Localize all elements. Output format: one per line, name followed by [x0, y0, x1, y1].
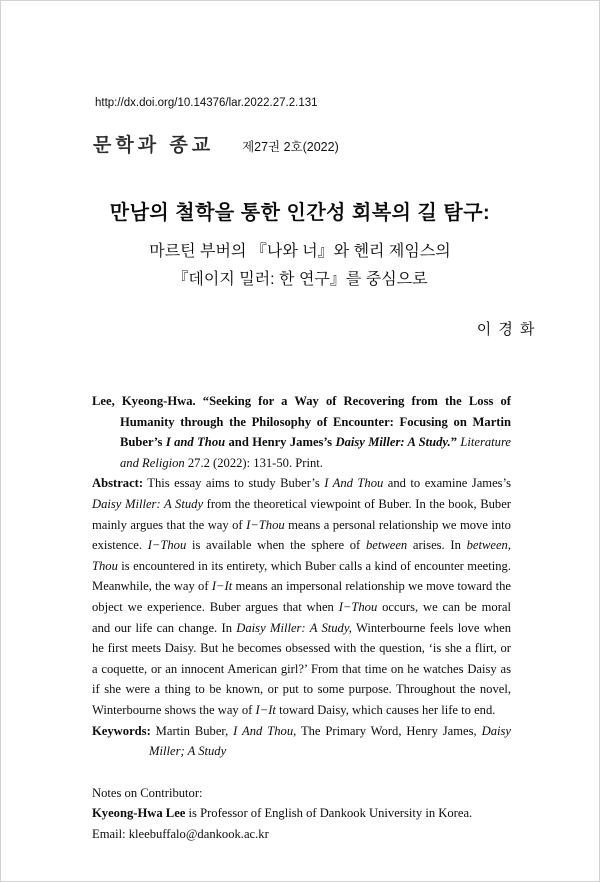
contributor-email: Email: kleebuffalo@dankook.ac.kr	[92, 826, 269, 841]
journal-issue: 제27권 2호(2022)	[242, 140, 339, 154]
notes-on-contributor	[92, 783, 511, 845]
journal-masthead	[93, 130, 339, 157]
contributor-bio: Kyeong-Hwa Lee is Professor of English of Dankook University in Korea.	[92, 806, 473, 821]
article-subtitle-line1: 마르틴 부버의 『나와 너』와 헨리 제임스의	[149, 243, 451, 260]
article-title-korean: 만남의 철학을 통한 인간성 회복의 길 탐구:	[109, 202, 491, 224]
title-block	[0, 196, 600, 294]
author-name: 이 경 화	[476, 321, 536, 338]
journal-logo: 문학과 종교	[93, 135, 215, 156]
citation-entry: Lee, Kyeong-Hwa. “Seeking for a Way of Recovering from the Loss of Humanity through the Philosophy of Encounter: Focusing on Martin Buber’s I and Thou and Henry James’s Daisy Miller: A Study.” Literature and Religion 27.2 (2022): 131-50. Print.	[92, 394, 511, 470]
keywords-line: Keywords: Martin Buber, I And Thou, The Primary Word, Henry James, Daisy Miller; A Study	[92, 723, 511, 759]
article-subtitle-line2: 『데이지 밀러: 한 연구』를 중심으로	[172, 271, 428, 288]
doi-text: http://dx.doi.org/10.14376/lar.2022.27.2.131	[95, 97, 318, 109]
notes-heading: Notes on Contributor:	[92, 785, 203, 800]
front-matter	[92, 391, 511, 844]
abstract-paragraph: Abstract: This essay aims to study Buber’s I And Thou and to examine James’s Daisy Miller: A Study from the theoretical viewpoint of Buber. In the book, Buber mainly argues that the way of I−Thou means a personal relationship we move into existence. I−Thou is available when the sphere of between arises. In between, Thou is encountered in its entirety, which Buber calls a kind of encounter meeting. Meanwhile, the way of I−It means an impersonal relationship we move toward the object we experience. Buber argues that when I−Thou occurs, we can be moral and our life can change. In Daisy Miller: A Study, Winterbourne feels love when he first meets Daisy. But he becomes obsessed with the question, ‘is she a flirt, or a coquette, or an innocent American girl?’ From that time on he watches Daisy as if she were a thing to be known, or put to some purpose. Throughout the novel, Winterbourne shows the way of I−It toward Daisy, which causes her life to end.	[92, 476, 512, 717]
